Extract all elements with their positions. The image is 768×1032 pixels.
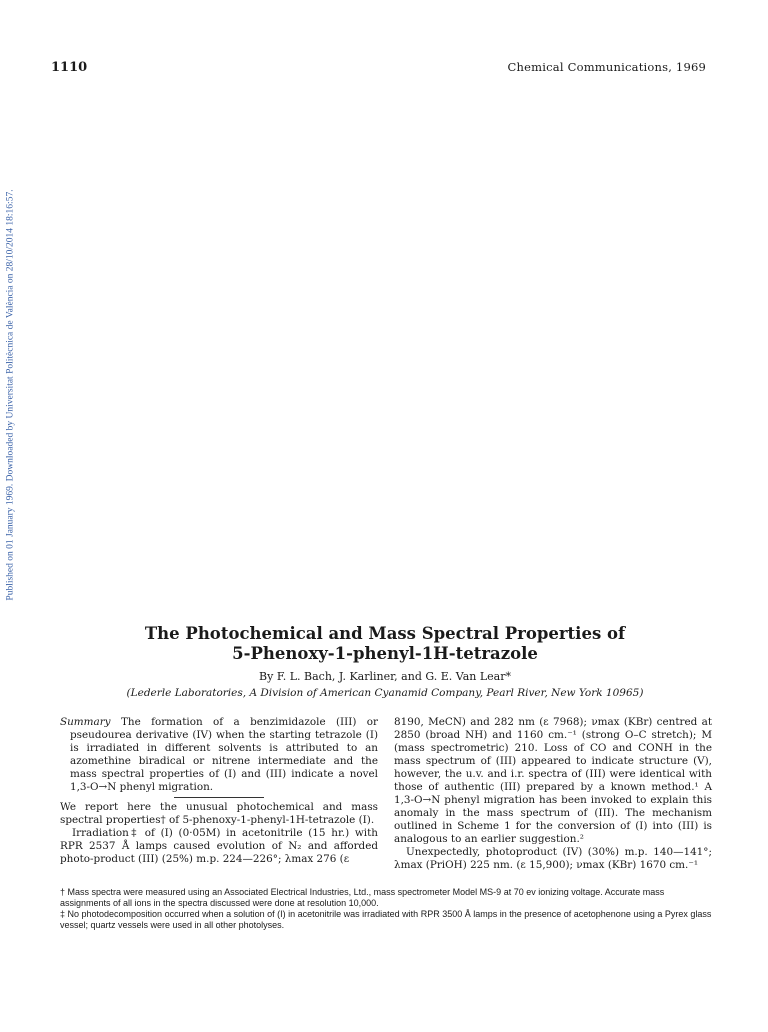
article-title-line-1: The Photochemical and Mass Spectral Properties of (144, 624, 626, 643)
footnotes (60, 887, 715, 931)
summary-text: The formation of a benzimidazole (III) or pseudourea derivative (IV) when the starting tetrazole (I) is irradiated in different solvents is attributed to an azomethine biradical or nitrene intermediate and the mass spectral properties of (I) and (III) indicate a novel 1,3-O→N phenyl migration. (70, 716, 379, 793)
section-divider (174, 797, 264, 798)
download-watermark (0, 150, 22, 640)
footnote-dagger: † Mass spectra were measured using an Associated Electrical Industries, Ltd., mass spectrometer Model MS-9 at 70 ev ionizing voltage. Accurate mass assignments of all ions in the spectra discussed were done at resolution 10,000. (60, 887, 665, 908)
footnote-double-dagger: ‡ No photodecomposition occurred when a solution of (I) in acetonitrile was irradiated with RPR 3500 Å lamps in the presence of acetophenone using a Pyrex glass vessel; quartz vessels were used in all other photolyses. (60, 909, 712, 930)
body-column-left (60, 716, 378, 866)
journal-running-head: Chemical Communications, 1969 (507, 60, 706, 74)
body-paragraph-2: Irradiation‡ of (I) (0·05M) in acetonitrile (15 hr.) with RPR 2537 Å lamps caused evolution of N₂ and afforded photo-product (III) (25%) m.p. 224—226°; λmax 276 (ε (60, 827, 378, 865)
body-column-right (394, 716, 712, 872)
article-authors: By F. L. Bach, J. Karliner, and G. E. Van Lear* (259, 670, 511, 683)
body-paragraph-4: Unexpectedly, photoproduct (IV) (30%) m.p. 140—141°; λmax (PriOH) 225 nm. (ε 15,900); νmax (KBr) 1670 cm.⁻¹ (394, 846, 712, 871)
body-paragraph-1: We report here the unusual photochemical and mass spectral properties† of 5-phenoxy-1-phenyl-1H-tetrazole (I). (60, 801, 378, 826)
body-paragraph-3: 8190, MeCN) and 282 nm (ε 7968); νmax (KBr) centred at 2850 (broad NH) and 1160 cm.⁻¹ (strong O–C stretch); M (mass spectrometric) 210. Loss of CO and CONH in the mass spectrum of (III) appeared to indicate structure (V), however, the u.v. and i.r. spectra of (III) were identical with those of authentic (III) prepared by a known method.¹ A 1,3-O→N phenyl migration has been invoked to explain this anomaly in the mass spectrum of (III). The mechanism outlined in Scheme 1 for the conversion of (I) into (III) is analogous to an earlier suggestion.² (394, 716, 712, 845)
summary-paragraph (60, 716, 378, 794)
summary-label: Summary (60, 716, 111, 728)
download-watermark-text: Published on 01 January 1969. Downloaded by Universitat Politècnica de València on 28/10/2014 18:16:57. (6, 189, 17, 601)
article-heading (40, 624, 730, 699)
page-number: 1110 (51, 60, 88, 75)
article-affiliation: (Lederle Laboratories, A Division of American Cyanamid Company, Pearl River, New York 10965) (126, 687, 644, 699)
article-title-line-2: 5-Phenoxy-1-phenyl-1H-tetrazole (232, 644, 538, 663)
